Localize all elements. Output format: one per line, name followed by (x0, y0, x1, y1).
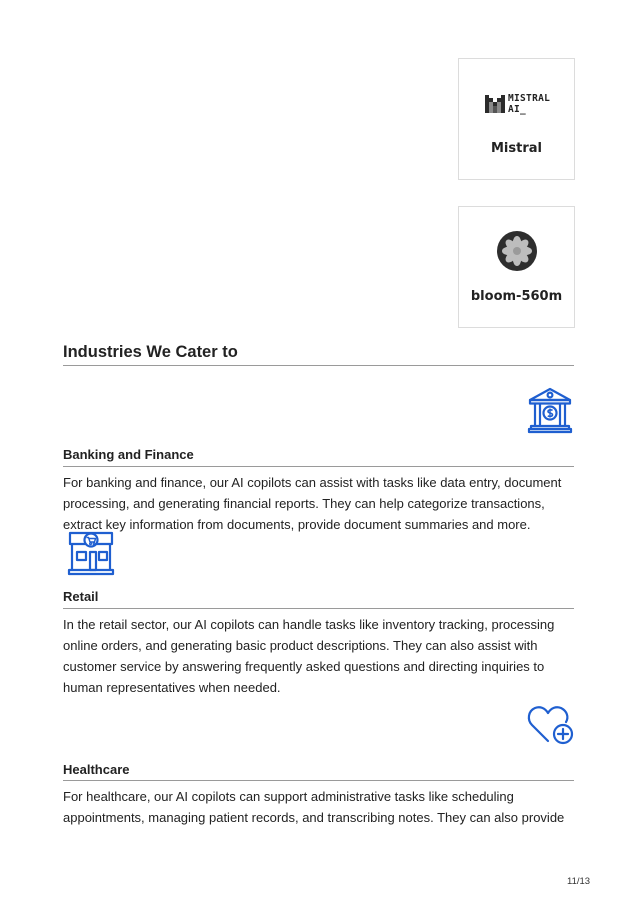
mistral-logo-line-2: AI_ (508, 104, 527, 115)
industry-text-healthcare: For healthcare, our AI copilots can support administrative tasks like scheduling appointments, managing patient records, and transcribing notes. They can also provide (63, 789, 565, 825)
bank-icon (526, 386, 574, 434)
mistral-logo (485, 93, 555, 117)
retail-divider (63, 608, 574, 609)
industry-title-healthcare: Healthcare (63, 762, 130, 777)
industry-title-banking: Banking and Finance (63, 447, 194, 462)
mistral-logo-line-1: MISTRAL (508, 93, 551, 104)
industry-title-retail: Retail (63, 589, 99, 604)
model-label-mistral: Mistral (491, 141, 542, 156)
section-title: Industries We Cater to (63, 343, 238, 361)
mistral-logo-icon (485, 95, 505, 113)
bloom-flower-icon (497, 231, 537, 271)
heart-plus-icon (526, 703, 576, 747)
healthcare-divider (63, 780, 574, 781)
industry-text-retail: In the retail sector, our AI copilots can handle tasks like inventory tracking, processing online orders, and generating basic product descriptions. They can also assist with customer service by answering frequently asked questions and directing inquiries to human representatives when needed. (63, 617, 555, 695)
model-label-bloom: bloom-560m (470, 289, 563, 304)
model-card-bloom[interactable] (458, 206, 575, 328)
model-card-mistral[interactable] (458, 58, 575, 180)
industry-text-banking: For banking and finance, our AI copilots can assist with tasks like data entry, document processing, and generating financial reports. They can help categorize transactions, extract key information from documents, provide document summaries and more. (63, 475, 562, 532)
page-number: 11/13 (567, 876, 591, 887)
store-icon (66, 530, 116, 576)
section-divider (63, 365, 574, 366)
banking-divider (63, 466, 574, 467)
